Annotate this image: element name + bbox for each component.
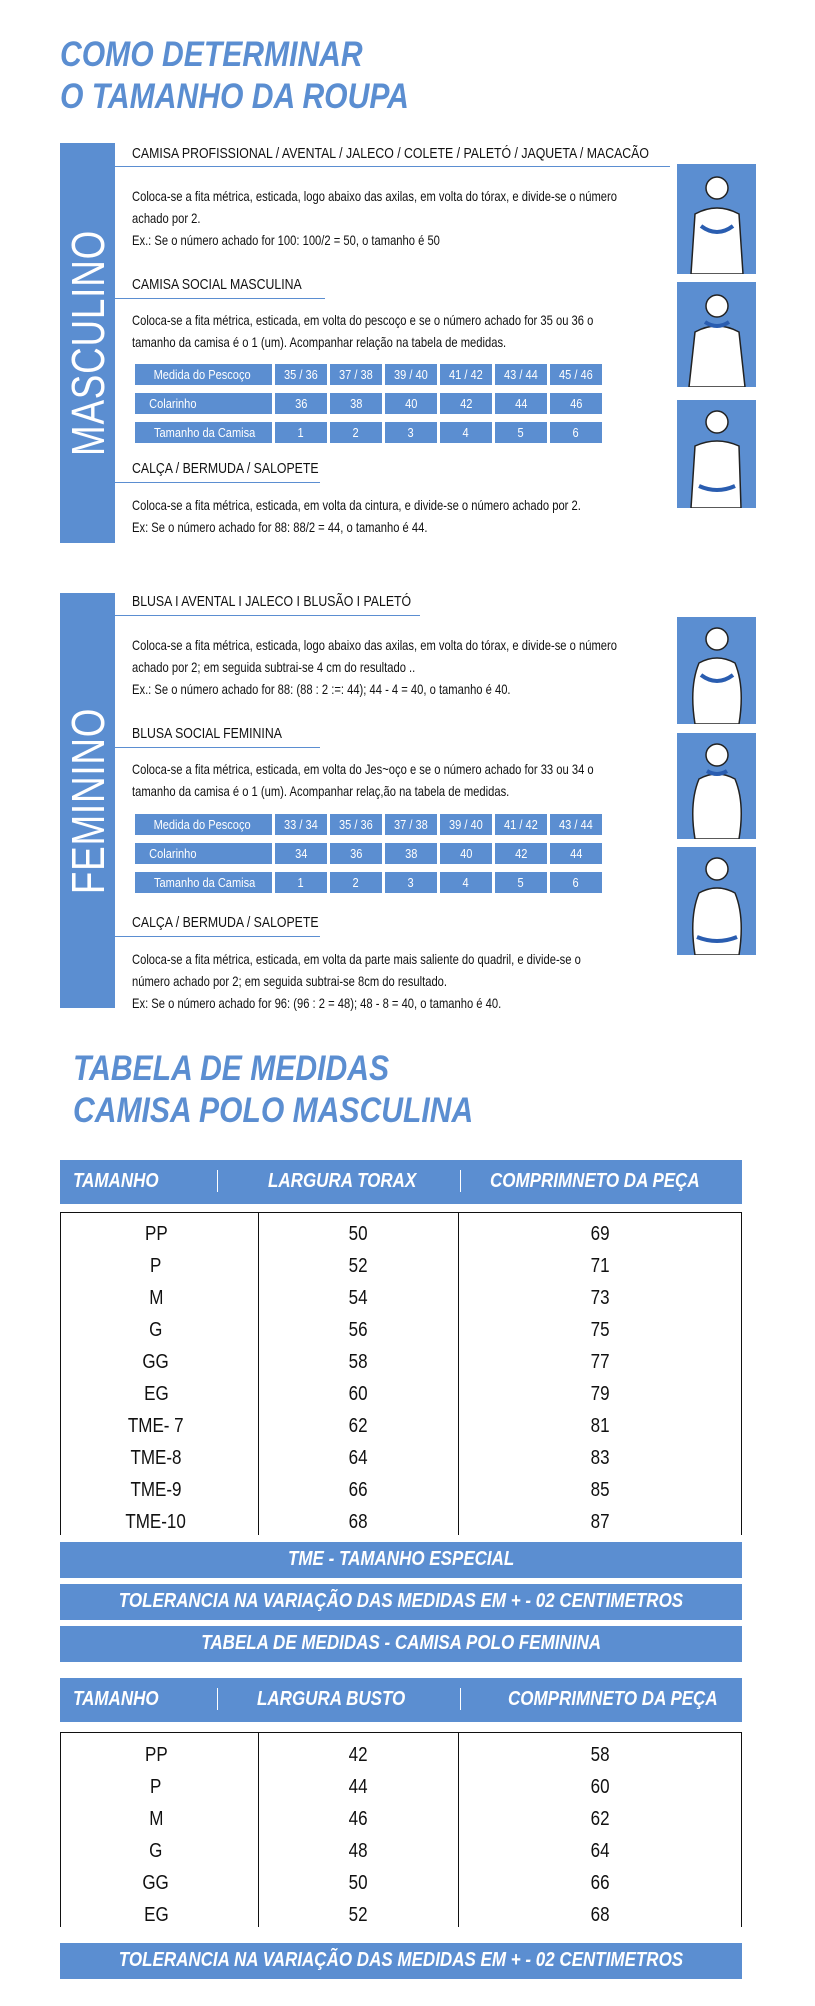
table-row	[60, 1378, 742, 1410]
tme-band	[60, 1542, 742, 1578]
table-cell: 66	[348, 1479, 368, 1501]
band-text: TME - TAMANHO ESPECIAL	[287, 1548, 515, 1570]
divider	[60, 1212, 742, 1213]
table-cell: 45 / 46	[550, 364, 602, 385]
table-cell: G	[149, 1840, 163, 1862]
divider	[217, 1170, 218, 1192]
table-row	[60, 1282, 742, 1314]
table-cell: 56	[348, 1319, 368, 1341]
table-cell: GG	[142, 1351, 170, 1373]
table-cell: 43 / 44	[550, 814, 602, 835]
table-cell: 52	[348, 1255, 368, 1277]
table-cell: 3	[385, 872, 437, 893]
table-row	[60, 1250, 742, 1282]
fem-s3-line: número achado por 2; em seguida subtrai-se 8cm do resultado.	[132, 973, 448, 989]
table-cell: EG	[143, 1904, 169, 1926]
table-row	[60, 1803, 742, 1835]
table-cell: 66	[590, 1872, 610, 1894]
masc-s1-line: Ex.: Se o número achado for 100: 100/2 = 50, o tamanho é 50	[132, 232, 440, 248]
table-row	[60, 1835, 742, 1867]
divider	[115, 615, 420, 616]
column-header: COMPRIMNETO DA PEÇA	[490, 1170, 700, 1192]
column-header: TAMANHO	[73, 1688, 159, 1710]
table-cell: 62	[348, 1415, 368, 1437]
table-cell: 37 / 38	[385, 814, 437, 835]
table-cell: 38	[385, 843, 437, 864]
fem-s3-heading: CALÇA / BERMUDA / SALOPETE	[132, 914, 319, 931]
band-text: TABELA DE MEDIDAS - CAMISA POLO FEMININA	[201, 1632, 601, 1654]
table-cell: 6	[550, 422, 602, 443]
masc-s3-line: Coloca-se a fita métrica, esticada, em volta da cintura, e divide-se o número achado por 2.	[132, 497, 581, 513]
table-row	[60, 1442, 742, 1474]
fem-s1-line: Ex.: Se o número achado for 88: (88 : 2 :=: 44); 44 - 4 = 40, o tamanho é 40.	[132, 681, 511, 697]
table-cell: 75	[590, 1319, 610, 1341]
table-cell: 68	[348, 1511, 368, 1533]
fem-table-title-band	[60, 1626, 742, 1662]
table-cell: 2	[330, 422, 382, 443]
table-cell: 4	[440, 422, 492, 443]
table-row-label: Tamanho da Camisa	[135, 422, 272, 443]
table-row-label: Tamanho da Camisa	[135, 872, 272, 893]
table-cell: 64	[590, 1840, 610, 1862]
table-cell: 6	[550, 872, 602, 893]
table-cell: 40	[385, 393, 437, 414]
divider	[60, 1732, 742, 1733]
table-row	[60, 1867, 742, 1899]
table-row-label: Colarinho	[135, 393, 272, 414]
divider	[460, 1688, 461, 1710]
table-cell: 2	[330, 872, 382, 893]
masc-s2-heading: CAMISA SOCIAL MASCULINA	[132, 276, 302, 293]
female-figure-measure-icon	[677, 847, 756, 955]
table-cell: 34	[275, 843, 327, 864]
table-cell: 39 / 40	[385, 364, 437, 385]
table-cell: GG	[142, 1872, 170, 1894]
table-cell: 60	[590, 1776, 610, 1798]
table-cell: 50	[348, 1223, 368, 1245]
fem-s2-heading: BLUSA SOCIAL FEMININA	[132, 725, 282, 742]
table-row	[60, 1346, 742, 1378]
table-cell: 5	[495, 422, 547, 443]
table-cell: 50	[348, 1872, 368, 1894]
table-cell: 38	[330, 393, 382, 414]
fem-s2-line: Coloca-se a fita métrica, esticada, em volta do Jes~oço e se o número achado for 33 ou 34 o	[132, 761, 594, 777]
masc-s3-line: Ex: Se o número achado for 88: 88/2 = 44, o tamanho é 44.	[132, 519, 428, 535]
table-cell: 85	[590, 1479, 610, 1501]
fem-s3-line: Coloca-se a fita métrica, esticada, em volta da parte mais saliente do quadril, e divide-se o	[132, 951, 581, 967]
female-figure-measure-icon	[677, 733, 756, 839]
table-cell: 48	[348, 1840, 368, 1862]
band-text: TOLERANCIA NA VARIAÇÃO DAS MEDIDAS EM + - 02 CENTIMETROS	[118, 1590, 684, 1612]
table-cell: 36	[330, 843, 382, 864]
table-cell: 5	[495, 872, 547, 893]
polo-m-header	[60, 1160, 742, 1204]
table-cell: M	[148, 1287, 164, 1309]
tolerancia-band-2	[60, 1943, 742, 1979]
table-cell: 77	[590, 1351, 610, 1373]
table-cell: 60	[348, 1383, 368, 1405]
table-cell: 42	[495, 843, 547, 864]
table-cell: 68	[590, 1904, 610, 1926]
male-figure-measure-icon	[677, 282, 756, 387]
divider	[115, 166, 670, 167]
fem-s1-line: Coloca-se a fita métrica, esticada, logo abaixo das axilas, em volta do tórax, e divide-se o número	[132, 637, 617, 653]
table-cell: 52	[348, 1904, 368, 1926]
masc-s2-line: Coloca-se a fita métrica, esticada, em volta do pescoço e se o número achado for 35 ou 36 o	[132, 312, 594, 328]
fem-s1-line: achado por 2; em seguida subtrai-se 4 cm do resultado ..	[132, 659, 416, 675]
masc-s1-line: achado por 2.	[132, 210, 201, 226]
table-cell: 40	[440, 843, 492, 864]
table-cell: 37 / 38	[330, 364, 382, 385]
table-cell: P	[150, 1776, 162, 1798]
table-cell: 62	[590, 1808, 610, 1830]
table-cell: 54	[348, 1287, 368, 1309]
table-cell: M	[148, 1808, 164, 1830]
table-cell: 3	[385, 422, 437, 443]
table-cell: 69	[590, 1223, 610, 1245]
table-row-label: Medida do Pescoço	[135, 814, 272, 835]
table-cell: 83	[590, 1447, 610, 1469]
male-figure-measure-icon	[677, 400, 756, 508]
table-cell: 39 / 40	[440, 814, 492, 835]
table-cell: 4	[440, 872, 492, 893]
table-cell: 43 / 44	[495, 364, 547, 385]
female-figure-measure-icon	[677, 617, 756, 724]
table-cell: 73	[590, 1287, 610, 1309]
table-cell: 44	[348, 1776, 368, 1798]
male-figure-measure-icon	[677, 164, 756, 274]
table-row	[60, 1410, 742, 1442]
column-header: LARGURA BUSTO	[257, 1688, 406, 1710]
table-row-label: Medida do Pescoço	[135, 364, 272, 385]
table-cell: 35 / 36	[275, 364, 327, 385]
table-cell: 71	[590, 1255, 610, 1277]
divider	[217, 1688, 218, 1710]
table-cell: 87	[590, 1511, 610, 1533]
fem-s1-heading: BLUSA I AVENTAL I JALECO I BLUSÃO I PALETÓ	[132, 593, 412, 610]
table-row	[60, 1474, 742, 1506]
feminino-side-label	[60, 593, 115, 1008]
table-cell: EG	[143, 1383, 169, 1405]
tolerancia-band	[60, 1584, 742, 1620]
table-cell: 44	[550, 843, 602, 864]
table-cell: TME-8	[130, 1447, 182, 1469]
table-cell: 44	[495, 393, 547, 414]
masculino-side-label	[60, 143, 115, 543]
table-cell: 33 / 34	[275, 814, 327, 835]
table-cell: 42	[348, 1744, 368, 1766]
table-row	[60, 1739, 742, 1771]
column-header: LARGURA TORAX	[268, 1170, 417, 1192]
column-header: TAMANHO	[73, 1170, 159, 1192]
table-cell: 58	[348, 1351, 368, 1373]
masc-s1-heading: CAMISA PROFISSIONAL / AVENTAL / JALECO / COLETE / PALETÓ / JAQUETA / MACACÃO	[132, 145, 649, 162]
polo-title-line2: CAMISA POLO MASCULINA	[73, 1091, 474, 1130]
page-title-line2: O TAMANHO DA ROUPA	[60, 77, 409, 116]
band-text: TOLERANCIA NA VARIAÇÃO DAS MEDIDAS EM + - 02 CENTIMETROS	[118, 1949, 684, 1971]
table-cell: 35 / 36	[330, 814, 382, 835]
table-row-label: Colarinho	[135, 843, 272, 864]
fem-s2-line: tamanho da camisa é o 1 (um). Acompanhar relaç,ão na tabela de medidas.	[132, 783, 510, 799]
column-header: COMPRIMNETO DA PEÇA	[508, 1688, 718, 1710]
table-cell: TME-10	[125, 1511, 187, 1533]
table-cell: 41 / 42	[495, 814, 547, 835]
divider	[115, 936, 320, 937]
masc-s3-heading: CALÇA / BERMUDA / SALOPETE	[132, 460, 319, 477]
table-cell: 81	[590, 1415, 610, 1437]
table-cell: 79	[590, 1383, 610, 1405]
polo-f-header	[60, 1678, 742, 1722]
masc-s2-line: tamanho da camisa é o 1 (um). Acompanhar relação na tabela de medidas.	[132, 334, 507, 350]
divider	[115, 747, 320, 748]
table-cell: PP	[144, 1223, 168, 1245]
table-row	[60, 1771, 742, 1803]
table-cell: 42	[440, 393, 492, 414]
table-cell: TME- 7	[128, 1415, 184, 1437]
table-cell: TME-9	[130, 1479, 182, 1501]
table-row	[60, 1899, 742, 1931]
table-cell: 36	[275, 393, 327, 414]
divider	[115, 298, 325, 299]
masc-s1-line: Coloca-se a fita métrica, esticada, logo abaixo das axilas, em volta do tórax, e divide-se o número	[132, 188, 617, 204]
page-title-line1: COMO DETERMINAR	[60, 35, 363, 74]
table-cell: 64	[348, 1447, 368, 1469]
table-cell: 46	[550, 393, 602, 414]
table-row	[60, 1218, 742, 1250]
table-cell: 58	[590, 1744, 610, 1766]
divider	[460, 1170, 461, 1192]
table-cell: 1	[275, 872, 327, 893]
table-cell: 1	[275, 422, 327, 443]
table-row	[60, 1314, 742, 1346]
divider	[115, 482, 320, 483]
table-cell: P	[150, 1255, 162, 1277]
table-cell: PP	[144, 1744, 168, 1766]
table-cell: G	[149, 1319, 163, 1341]
table-cell: 46	[348, 1808, 368, 1830]
table-row	[60, 1506, 742, 1538]
table-cell: 41 / 42	[440, 364, 492, 385]
fem-s3-line: Ex: Se o número achado for 96: (96 : 2 = 48); 48 - 8 = 40, o tamanho é 40.	[132, 995, 502, 1011]
masculino-label-text: MASCULINO	[61, 230, 114, 456]
polo-title-line1: TABELA DE MEDIDAS	[73, 1049, 390, 1088]
feminino-label-text: FEMININO	[61, 707, 114, 894]
